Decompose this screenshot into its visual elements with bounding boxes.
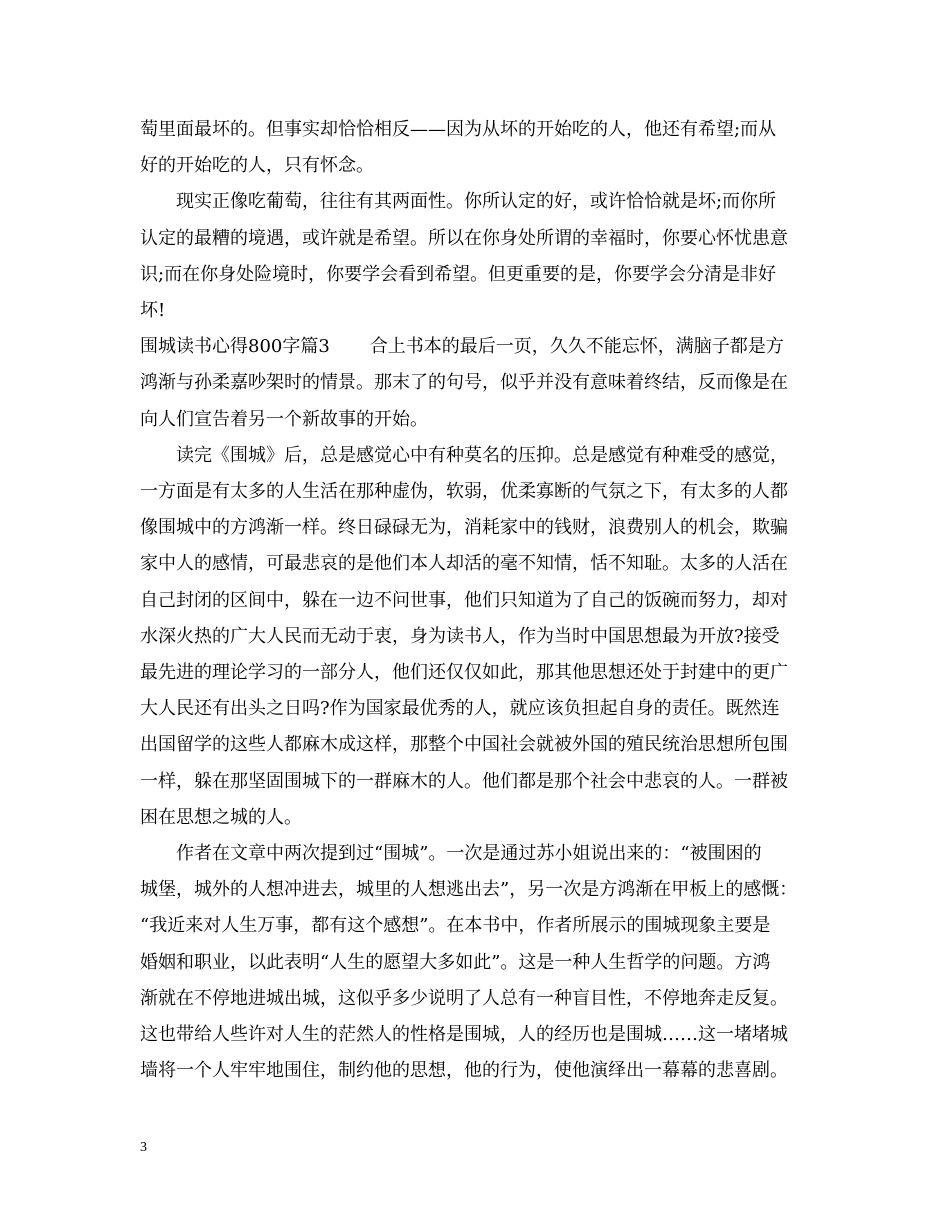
- document-body: [140, 112, 812, 1089]
- text-line: 困在思想之城的人。: [140, 806, 302, 828]
- section-paragraph: [140, 329, 812, 438]
- text-line: 合上书本的最后一页，久久不能忘怀，满脑子都是方: [369, 336, 784, 358]
- paragraph-4: [140, 836, 812, 1089]
- text-line: 城堡，城外的人想冲进去，城里的人想逃出去”，另一次是方鸿渐在甲板上的感慨：: [140, 879, 798, 901]
- text-line: 作者在文章中两次提到过“围城”。一次是通过苏小姐说出来的：“被围困的: [176, 843, 762, 865]
- text-line: 现实正像吃葡萄，往往有其两面性。你所认定的好，或许恰恰就是坏;而你所: [176, 191, 777, 213]
- text-line: 家中人的感情，可最悲哀的是他们本人却活的毫不知情，恬不知耻。太多的人活在: [140, 553, 788, 575]
- text-line: 好的开始吃的人，只有怀念。: [140, 155, 374, 177]
- page-number: 3: [140, 1140, 147, 1155]
- text-line: 一方面是有太多的人生活在那种虚伪，软弱，优柔寡断的气氛之下，有太多的人都: [140, 481, 788, 503]
- text-line: 坏!: [140, 300, 166, 322]
- text-line: 水深火热的广大人民而无动于衷，身为读书人，作为当时中国思想最为开放?接受: [140, 625, 780, 647]
- paragraph-2: [140, 184, 812, 329]
- text-line: 向人们宣告着另一个新故事的开始。: [140, 408, 428, 430]
- text-line: 最先进的理论学习的一部分人，他们还仅仅如此，那其他思想还处于封建中的更广: [140, 662, 788, 684]
- section-heading: 围城读书心得800字篇3: [140, 336, 330, 358]
- text-line: 萄里面最坏的。但事实却恰恰相反——因为从坏的开始吃的人，他还有希望;而从: [140, 119, 777, 140]
- text-line: 婚姻和职业，以此表明“人生的愿望大多如此”。这是一种人生哲学的问题。方鸿: [140, 951, 771, 973]
- text-line: 墙将一个人牢牢地围住，制约他的思想，他的行为，使他演绎出一幕幕的悲喜剧。: [140, 1060, 788, 1082]
- text-line: 鸿渐与孙柔嘉吵架时的情景。那末了的句号，似乎并没有意味着终结，反而像是在: [140, 372, 788, 394]
- text-line: 像围城中的方鸿渐一样。终日碌碌无为，消耗家中的钱财，浪费别人的机会，欺骗: [140, 517, 788, 539]
- text-line: 自己封闭的区间中，躲在一边不问世事，他们只知道为了自己的饭碗而努力，却对: [140, 589, 788, 611]
- paragraph-1: [140, 112, 812, 184]
- text-line: 一样，躲在那坚固围城下的一群麻木的人。他们都是那个社会中悲哀的人。一群被: [140, 770, 788, 792]
- text-line: 这也带给人些许对人生的茫然人的性格是围城，人的经历也是围城……这一堵堵城: [140, 1024, 788, 1046]
- paragraph-3: [140, 438, 812, 836]
- text-line: 认定的最糟的境遇，或许就是希望。所以在你身处所谓的幸福时，你要心怀忧患意: [140, 227, 788, 249]
- text-line: 渐就在不停地进城出城，这似乎多少说明了人总有一种盲目性，不停地奔走反复。: [140, 987, 788, 1009]
- text-line: 读完《围城》后，总是感觉心中有种莫名的压抑。总是感觉有种难受的感觉，: [176, 444, 788, 466]
- text-line: 出国留学的这些人都麻木成这样，那整个中国社会就被外国的殖民统治思想所包围: [140, 734, 788, 756]
- text-line: “我近来对人生万事，都有这个感想”。在本书中，作者所展示的围城现象主要是: [140, 915, 771, 937]
- text-line: 大人民还有出头之日吗?作为国家最优秀的人，就应该负担起自身的责任。既然连: [140, 698, 780, 720]
- text-line: 识;而在你身处险境时，你要学会看到希望。但更重要的是，你要学会分清是非好: [140, 263, 777, 285]
- section-heading-line: [140, 329, 812, 365]
